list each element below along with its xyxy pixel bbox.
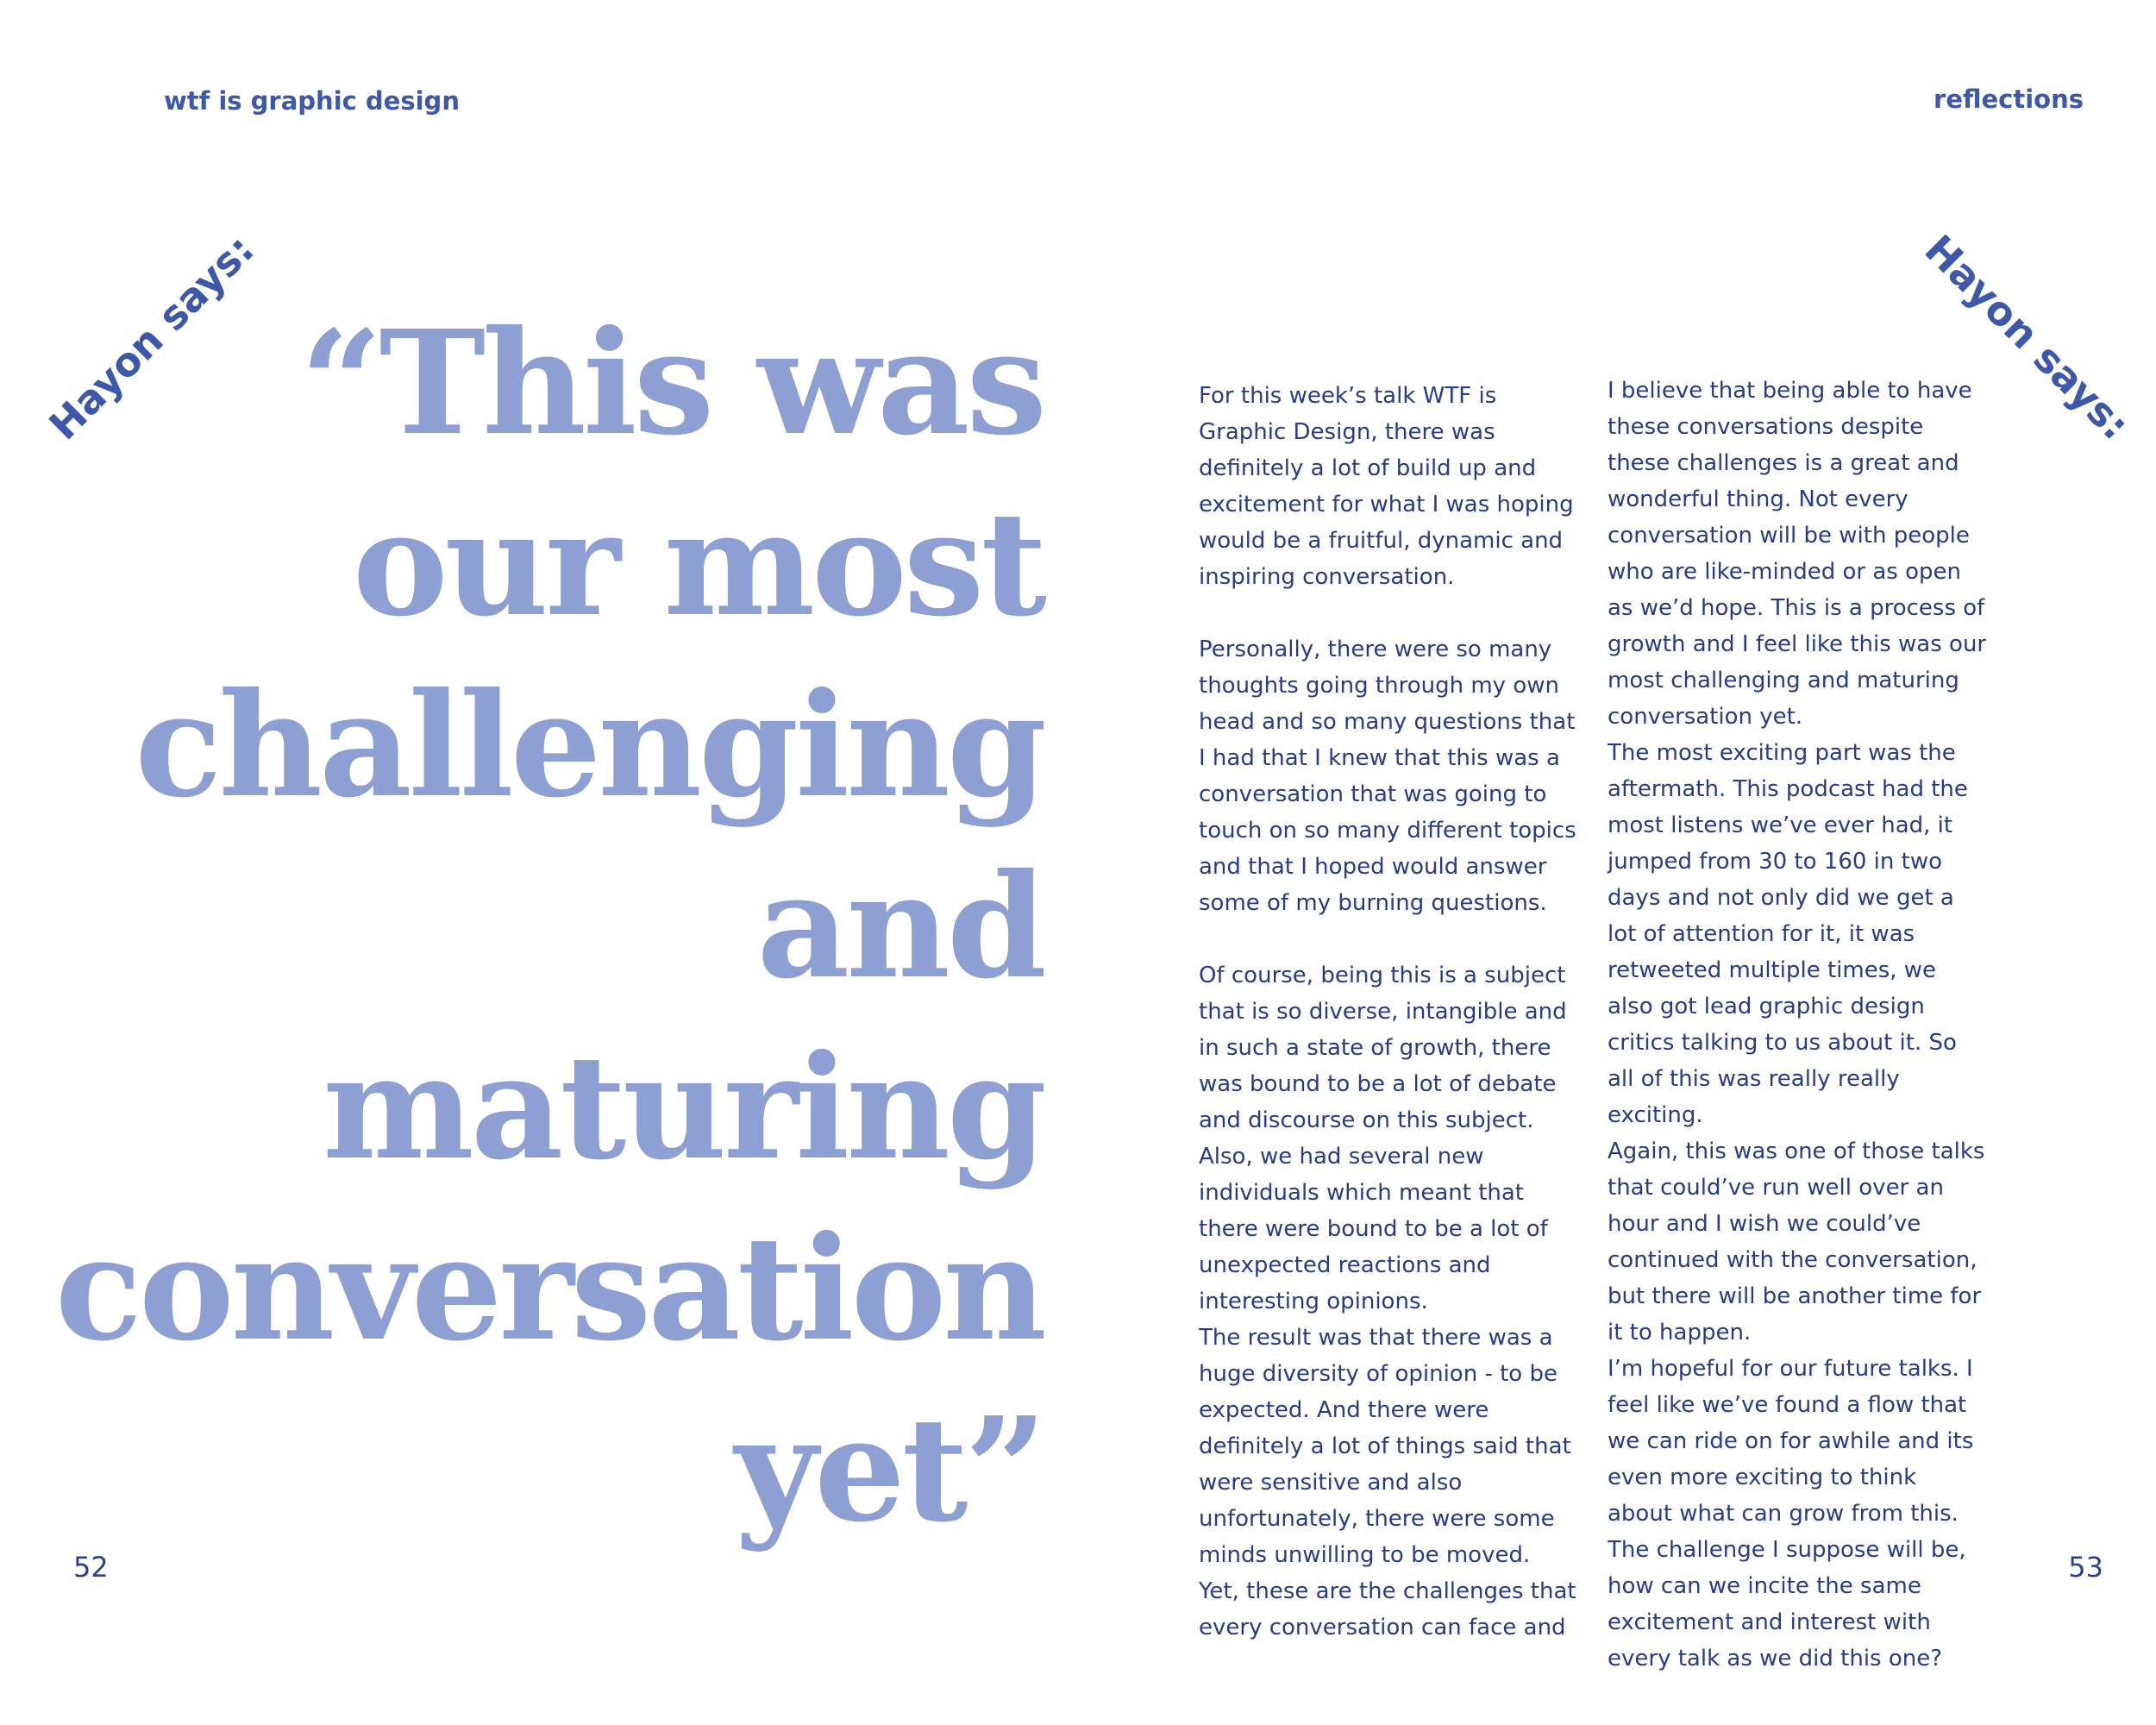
paragraph: The most exciting part was the aftermath. This podcast had the most listens we’ve ever had, it jumped from 30 to 160 in two days and not only did we get a lot of attention for it, it was retweeted multiple times, we also got lead graphic design critics talking to us about it. So all of this was really really exciting.	[1608, 740, 1968, 1128]
quote-line: “This was	[300, 299, 1044, 467]
paragraph: I believe that being able to have these conversations despite these challenges is a great and wonderful thing. Not every conversation will be with people who are like-minded or as open as we’d hope. This is a process of growth and I feel like this was our most challenging and maturing conversation yet.	[1608, 378, 1987, 730]
right-page	[1078, 0, 2156, 1725]
quote-line: challenging	[135, 662, 1044, 830]
quote-line: our most	[352, 480, 1044, 649]
quote-line: conversation	[54, 1205, 1044, 1373]
paragraph: Yet, these are the challenges that every conversation can face and	[1199, 1578, 1576, 1640]
paragraph: I’m hopeful for our future talks. I feel like we’ve found a flow that we can ride on for awhile and its even more exciting to think about what can grow from this. The challenge I suppose will be, how can we incite the same excitement and interest with every talk as we did this one?	[1608, 1356, 1974, 1672]
quote-line: and	[756, 843, 1044, 1011]
pull-quote	[0, 293, 1044, 1561]
body-column-2	[1608, 373, 1987, 1677]
paragraph: Again, this was one of those talks that could’ve run well over an hour and I wish we could’ve continued with the conversation, but there will be another time for it to happen.	[1608, 1138, 1985, 1346]
paragraph: Personally, there were so many thoughts going through my own head and so many questions that I had that I knew that this was a conversation that was going to touch on so many different topics and that I hoped would answer some of my burning questions.	[1199, 637, 1576, 916]
hayon-says-label-left: Hayon says:	[40, 225, 263, 449]
page-number-right: 53	[2068, 1551, 2103, 1584]
page-number-left: 52	[73, 1551, 109, 1584]
quote-line: maturing	[323, 1024, 1044, 1192]
paragraph: For this week’s talk WTF is Graphic Design, there was definitely a lot of build up and excitement for what I was hoping would be a fruitful, dynamic and inspiring conversation.	[1199, 383, 1574, 590]
paragraph: The result was that there was a huge diversity of opinion - to be expected. And there were definitely a lot of things said that were sensitive and also unfortunately, there were some minds unwilling to be moved.	[1199, 1325, 1571, 1568]
hayon-says-label-right: Hayon says:	[1915, 225, 2139, 449]
quote-line: yet”	[734, 1386, 1044, 1554]
running-head-left: wtf is graphic design	[164, 86, 460, 116]
body-column-1	[1199, 378, 1578, 1646]
paragraph: Of course, being this is a subject that is so diverse, intangible and in such a state of growth, there was bound to be a lot of debate and discourse on this subject. Also, we had several new individuals which meant that there were bound to be a lot of unexpected reactions and interesting opinions.	[1199, 963, 1567, 1314]
running-head-right: reflections	[1934, 85, 2084, 114]
